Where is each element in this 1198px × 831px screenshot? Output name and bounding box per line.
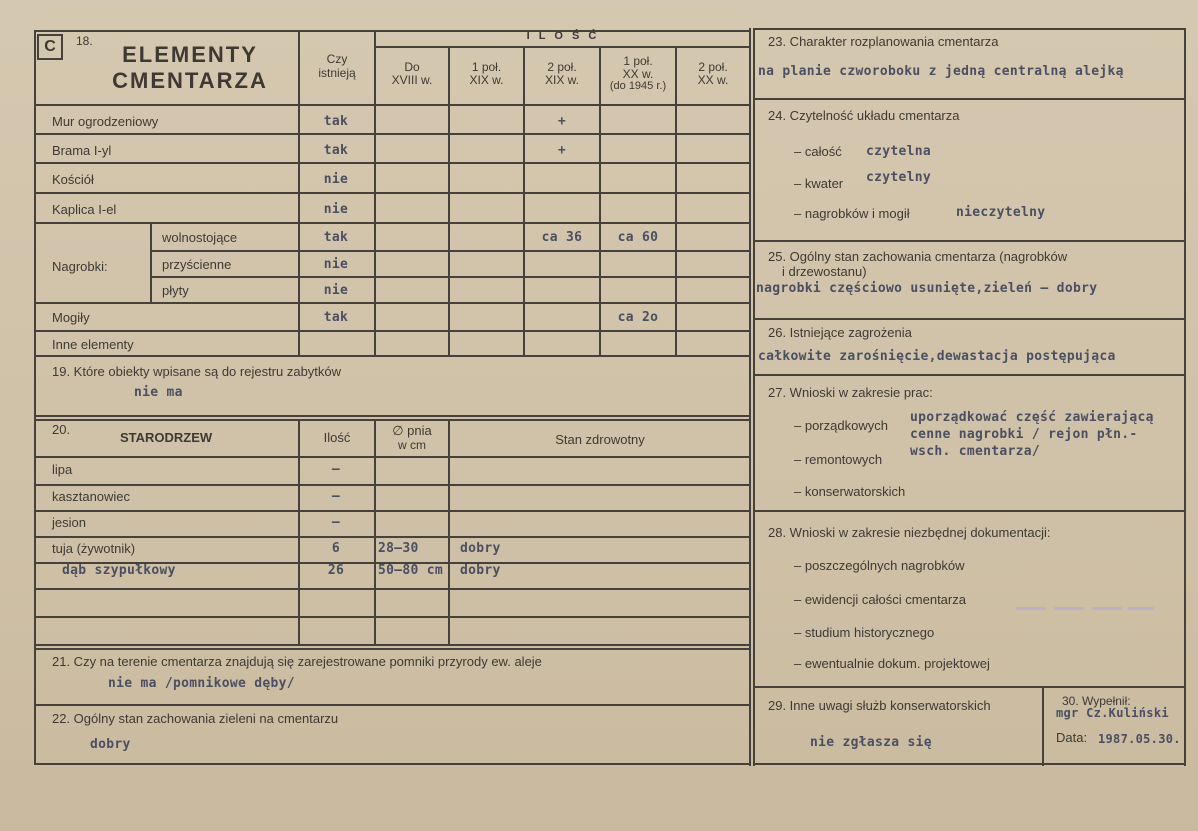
period-header-line-2: XVIII w. — [391, 73, 433, 87]
rule — [150, 250, 750, 252]
rule — [753, 763, 1185, 765]
rule — [34, 330, 750, 332]
question-25-line-2: i drzewostanu) — [782, 264, 867, 279]
section-letter-box — [37, 34, 63, 60]
rule — [150, 222, 152, 302]
period-header-line-2: XIX w. — [544, 73, 579, 87]
question-19: 19. Które obiekty wpisane są do rejestru zabytków — [52, 364, 342, 379]
tree-diameter: 28–30 — [378, 541, 419, 556]
question-30: 30. Wypełnił: — [1062, 694, 1131, 708]
rule — [374, 46, 750, 48]
rule — [34, 415, 750, 417]
question-23: 23. Charakter rozplanowania cmentarza — [768, 34, 999, 49]
row-24-quarters: – kwater — [794, 176, 844, 191]
rule — [34, 162, 750, 164]
period-header-line-1: 2 poł. — [547, 60, 577, 74]
period-header-line-2: XX w. — [622, 67, 654, 81]
element-label: Mogiły — [52, 310, 90, 325]
element-exists: nie — [323, 202, 349, 217]
question-24: 24. Czytelność układu cmentarza — [768, 108, 960, 123]
rule — [34, 763, 751, 765]
rule — [448, 419, 450, 645]
period-header-line-2: XIX w. — [469, 73, 504, 87]
answer-24-total: czytelna — [866, 144, 932, 159]
date-label: Data: — [1056, 730, 1088, 745]
element-exists: nie — [323, 283, 349, 298]
trees-col-qty: Ilość — [323, 430, 351, 445]
field-number-18: 18. — [76, 34, 93, 48]
nagrobki-label: Nagrobki: — [52, 259, 108, 274]
element-exists: tak — [323, 143, 349, 158]
rule — [34, 133, 750, 135]
tree-name: kasztanowiec — [52, 489, 131, 504]
rule — [34, 648, 750, 650]
element-qty-period-4: ca 60 — [617, 230, 659, 245]
rule — [34, 302, 750, 304]
rule — [753, 510, 1185, 512]
row-28-history: – studium historycznego — [794, 625, 935, 640]
question-22: 22. Ogólny stan zachowania zieleni na cmentarzu — [52, 711, 339, 726]
row-27-repair: – remontowych — [794, 452, 883, 467]
answer-24-graves: nieczytelny — [956, 205, 1046, 220]
rule — [374, 419, 376, 645]
answer-27-line-3: wsch. cmentarza/ — [910, 444, 1041, 459]
period-header-line-2: XX w. — [697, 73, 729, 87]
row-24-total: – całość — [794, 144, 842, 159]
rule — [753, 686, 1185, 688]
tree-name: tuja (żywotnik) — [52, 541, 136, 556]
date-value: 1987.05.30. — [1098, 732, 1181, 746]
element-qty-period-4: ca 2o — [617, 310, 659, 325]
element-exists: tak — [323, 114, 349, 129]
answer-27-line-1: uporządkować część zawierającą — [910, 410, 1154, 425]
tree-state: dobry — [460, 541, 501, 556]
answer-23: na planie czworoboku z jedną centralną alejką — [758, 64, 1124, 79]
rule — [34, 704, 750, 706]
element-exists: nie — [323, 172, 349, 187]
col-exists-line-1: Czy — [326, 52, 348, 66]
tree-diameter: 50–80 cm — [378, 563, 444, 578]
rule — [34, 644, 750, 646]
title-line-2: CMENTARZA — [112, 68, 268, 93]
row-27-cleanup: – porządkowych — [794, 418, 888, 433]
element-label: Inne elementy — [52, 337, 134, 352]
period-header-line-1: 1 poł. — [623, 54, 653, 68]
answer-29: nie zgłasza się — [810, 735, 932, 750]
rule — [1042, 686, 1044, 766]
rule — [34, 588, 750, 590]
tree-qty: – — [331, 489, 341, 504]
dash-mark — [1054, 607, 1084, 610]
answer-24-quarters: czytelny — [866, 170, 932, 185]
rule — [749, 28, 751, 766]
rule — [34, 484, 750, 486]
period-header-line-3: (do 1945 r.) — [609, 80, 667, 92]
element-label: przyścienne — [162, 257, 232, 272]
element-exists: tak — [323, 310, 349, 325]
rule — [34, 616, 750, 618]
tree-name: dąb szypułkowy — [62, 563, 176, 578]
rule — [34, 222, 750, 224]
row-28-individual: – poszczególnych nagrobków — [794, 558, 965, 573]
trees-title: STARODRZEW — [120, 430, 213, 445]
rule — [34, 456, 750, 458]
trees-col-diam-l2: w cm — [398, 438, 426, 452]
element-label: Mur ogrodzeniowy — [52, 114, 159, 129]
rule — [34, 192, 750, 194]
question-25-line-1: 25. Ogólny stan zachowania cmentarza (nagrobków — [768, 249, 1068, 264]
question-28: 28. Wnioski w zakresie niezbędnej dokumentacji: — [768, 525, 1051, 540]
answer-26: całkowite zarośnięcie,dewastacja postępująca — [758, 349, 1116, 364]
tree-name: lipa — [52, 462, 73, 477]
answer-22: dobry — [90, 737, 131, 752]
rule — [34, 536, 750, 538]
trees-col-state: Stan zdrowotny — [555, 432, 645, 447]
rule — [753, 318, 1185, 320]
row-27-conservation: – konserwatorskich — [794, 484, 906, 499]
question-21: 21. Czy na terenie cmentarza znajdują się zarejestrowane pomniki przyrody ew. aleje — [52, 654, 542, 669]
rule — [298, 419, 300, 645]
dash-mark — [1016, 607, 1046, 610]
answer-25: nagrobki częściowo usunięte,zieleń – dobry — [756, 281, 1098, 296]
period-header-line-1: 1 poł. — [471, 60, 502, 74]
element-exists: nie — [323, 257, 349, 272]
rule — [34, 510, 750, 512]
rule — [150, 276, 750, 278]
tree-state: dobry — [460, 563, 501, 578]
rule — [523, 46, 525, 356]
element-exists: tak — [323, 230, 349, 245]
row-24-graves: – nagrobków i mogił — [794, 206, 910, 221]
rule — [448, 46, 450, 356]
title-line-1: ELEMENTY — [122, 42, 258, 67]
rule — [34, 104, 750, 106]
period-header-line-1: 2 poł. — [698, 60, 728, 74]
element-label: wolnostojące — [162, 230, 238, 245]
section-letter: C — [44, 38, 56, 55]
element-label: Kościół — [52, 172, 94, 187]
element-qty-period-3: + — [557, 114, 567, 129]
tree-qty: 6 — [331, 541, 341, 556]
answer-19: nie ma — [134, 385, 183, 400]
question-26: 26. Istniejące zagrożenia — [768, 325, 912, 340]
rule — [753, 240, 1185, 242]
rule — [753, 374, 1185, 376]
question-29: 29. Inne uwagi służb konserwatorskich — [768, 698, 991, 713]
element-qty-period-3: + — [557, 143, 567, 158]
rule — [34, 355, 750, 357]
period-header-line-1: Do — [404, 60, 420, 74]
dash-mark — [1128, 607, 1154, 610]
rule — [1184, 28, 1186, 766]
row-28-project: – ewentualnie dokum. projektowej — [794, 656, 990, 671]
dash-mark — [1092, 607, 1122, 610]
col-exists-line-2: istnieją — [318, 66, 356, 80]
element-label: płyty — [162, 283, 189, 298]
tree-qty: 26 — [327, 563, 345, 578]
tree-qty: – — [331, 515, 341, 530]
element-qty-period-3: ca 36 — [541, 230, 583, 245]
rule — [753, 28, 1185, 30]
answer-30: mgr Cz.Kuliński — [1056, 706, 1169, 720]
answer-21: nie ma /pomnikowe dęby/ — [108, 676, 295, 691]
rule — [753, 28, 755, 766]
element-label: Brama I-yl — [52, 143, 112, 158]
col-group-quantity: I L O Ś Ć — [526, 30, 600, 42]
answer-27-line-2: cenne nagrobki / rejon płn.- — [910, 427, 1138, 442]
tree-qty: – — [331, 462, 341, 477]
rule — [34, 30, 36, 765]
element-label: Kaplica I-el — [52, 202, 117, 217]
rule — [675, 46, 677, 356]
trees-col-diam-l1: ∅ pnia — [392, 423, 432, 438]
rule — [34, 419, 750, 421]
tree-name: jesion — [52, 515, 86, 530]
row-28-inventory: – ewidencji całości cmentarza — [794, 592, 966, 607]
rule — [753, 98, 1185, 100]
field-number-20: 20. — [52, 422, 71, 437]
question-27: 27. Wnioski w zakresie prac: — [768, 385, 933, 400]
